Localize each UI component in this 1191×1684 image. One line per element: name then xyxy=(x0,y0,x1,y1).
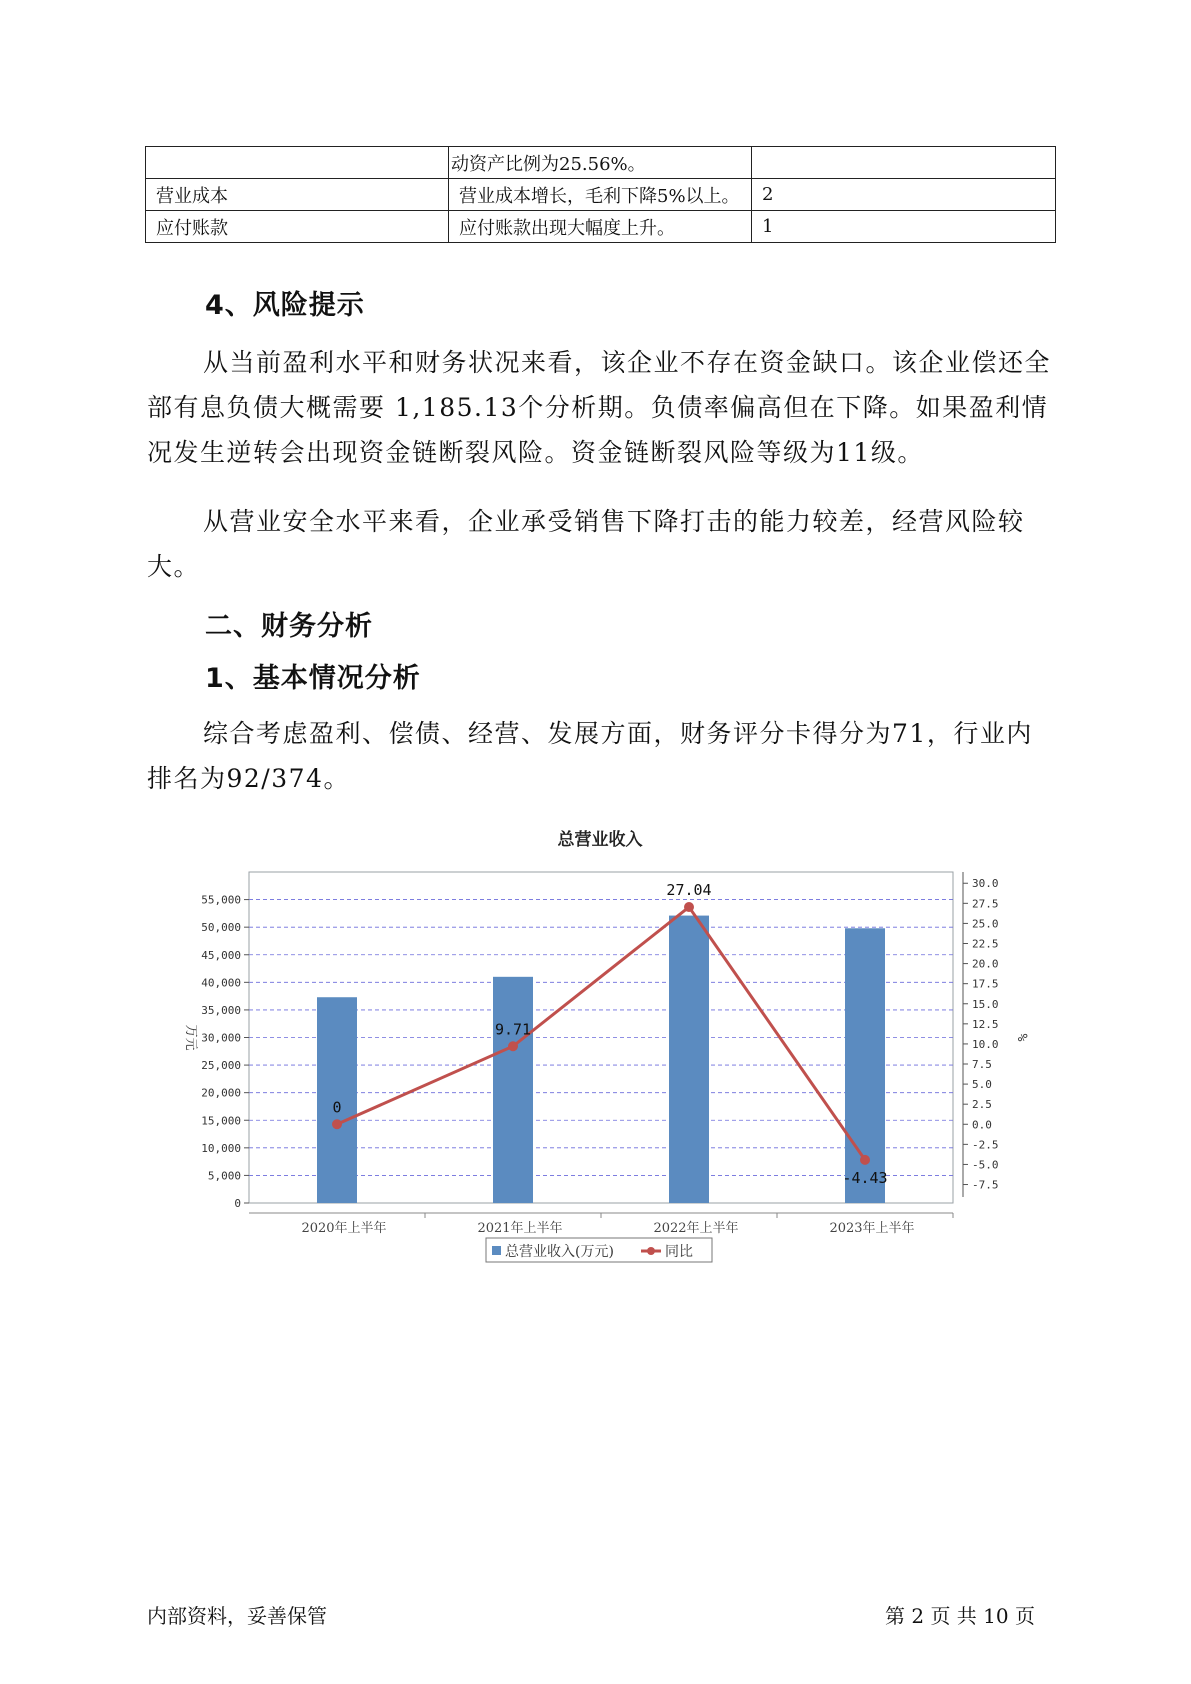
table-cell: 动资产比例为25.56%。 xyxy=(449,147,752,179)
y2-tick-label: 5.0 xyxy=(972,1078,992,1092)
table-cell xyxy=(752,147,1056,179)
y-tick-label: 25,000 xyxy=(201,1059,241,1073)
y-tick-label: 10,000 xyxy=(201,1141,241,1155)
legend-label-line: 同比 xyxy=(665,1244,693,1260)
y-tick-label: 55,000 xyxy=(201,893,241,907)
y-tick-label: 40,000 xyxy=(201,976,241,990)
legend-label-bar: 总营业收入(万元) xyxy=(505,1244,614,1260)
y2-tick-label: 17.5 xyxy=(972,977,999,991)
y2-tick-label: 10.0 xyxy=(972,1037,999,1051)
table-cell: 2 xyxy=(752,179,1056,211)
y2-tick-label: 25.0 xyxy=(972,917,999,931)
y2-axis-label: % xyxy=(1014,1033,1029,1042)
y2-tick-label: 30.0 xyxy=(972,877,999,891)
revenue-chart xyxy=(0,820,1191,1290)
yoy-data-label: 9.71 xyxy=(494,1020,532,1039)
y-tick-label: 50,000 xyxy=(201,921,241,935)
footer-confidential: 内部资料，妥善保管 xyxy=(147,1604,327,1628)
table-row xyxy=(146,211,1056,243)
y-tick-label: 15,000 xyxy=(201,1114,241,1128)
table-cell: 应付账款 xyxy=(146,211,449,243)
x-tick-label: 2023年上半年 xyxy=(829,1221,915,1236)
y2-tick-label: 0.0 xyxy=(972,1118,992,1132)
x-tick-label: 2021年上半年 xyxy=(477,1221,563,1236)
risk-paragraph-1: 从当前盈利水平和财务状况来看，该企业不存在资金缺口。该企业偿还全部有息负债大概需要 1,185.13个分析期。负债率偏高但在下降。如果盈利情况发生逆转会出现资金链断裂风险。资金链断裂风险等级为11级。 xyxy=(147,348,1052,467)
finance-heading: 二、财务分析 xyxy=(205,611,373,642)
table-cell: 营业成本增长，毛利下降5%以上。 xyxy=(449,179,752,211)
chart-title: 总营业收入 xyxy=(557,830,643,850)
yoy-point xyxy=(860,1155,870,1165)
score-paragraph: 综合考虑盈利、偿债、经营、发展方面，财务评分卡得分为71，行业内排名为92/374。 xyxy=(147,719,1033,793)
yoy-data-label: 27.04 xyxy=(666,881,712,900)
y2-tick-label: 15.0 xyxy=(972,997,999,1011)
y2-tick-label: 20.0 xyxy=(972,957,999,971)
y2-tick-label: -5.0 xyxy=(972,1158,999,1172)
y-tick-label: 35,000 xyxy=(201,1003,241,1017)
x-tick-label: 2022年上半年 xyxy=(653,1221,739,1236)
y-axis-label: 万元 xyxy=(183,1024,198,1051)
y-tick-label: 0 xyxy=(234,1197,241,1210)
table-cell xyxy=(146,147,449,179)
y2-tick-label: -2.5 xyxy=(972,1138,999,1152)
table-row xyxy=(146,147,1056,179)
legend-swatch-marker xyxy=(647,1247,655,1255)
table-cell: 1 xyxy=(752,211,1056,243)
risk-table xyxy=(145,146,1056,243)
table-cell: 应付账款出现大幅度上升。 xyxy=(449,211,752,243)
y-tick-label: 30,000 xyxy=(201,1031,241,1045)
risk-heading: 4、风险提示 xyxy=(205,290,365,321)
y-tick-label: 5,000 xyxy=(207,1169,241,1183)
yoy-data-label: 0 xyxy=(332,1098,342,1117)
y2-tick-label: 22.5 xyxy=(972,937,999,951)
y-tick-label: 20,000 xyxy=(201,1086,241,1100)
revenue-bar xyxy=(669,916,709,1203)
table-cell: 营业成本 xyxy=(146,179,449,211)
footer-page-number: 第 2 页 共 10 页 xyxy=(885,1604,1035,1628)
table-row xyxy=(146,179,1056,211)
y2-tick-label: 27.5 xyxy=(972,897,999,911)
y2-tick-label: -7.5 xyxy=(972,1178,999,1192)
legend-swatch-bar xyxy=(492,1246,501,1255)
revenue-bar xyxy=(493,977,533,1203)
y2-tick-label: 12.5 xyxy=(972,1017,999,1031)
yoy-data-label: -4.43 xyxy=(842,1168,888,1187)
yoy-point xyxy=(332,1119,342,1129)
y2-tick-label: 7.5 xyxy=(972,1058,992,1072)
y2-tick-label: 2.5 xyxy=(972,1098,992,1112)
y-tick-label: 45,000 xyxy=(201,948,241,962)
yoy-point xyxy=(684,902,694,912)
basic-analysis-heading: 1、基本情况分析 xyxy=(205,663,421,694)
yoy-point xyxy=(508,1041,518,1051)
risk-paragraph-2: 从营业安全水平来看，企业承受销售下降打击的能力较差，经营风险较大。 xyxy=(147,507,1025,581)
x-tick-label: 2020年上半年 xyxy=(301,1221,387,1236)
